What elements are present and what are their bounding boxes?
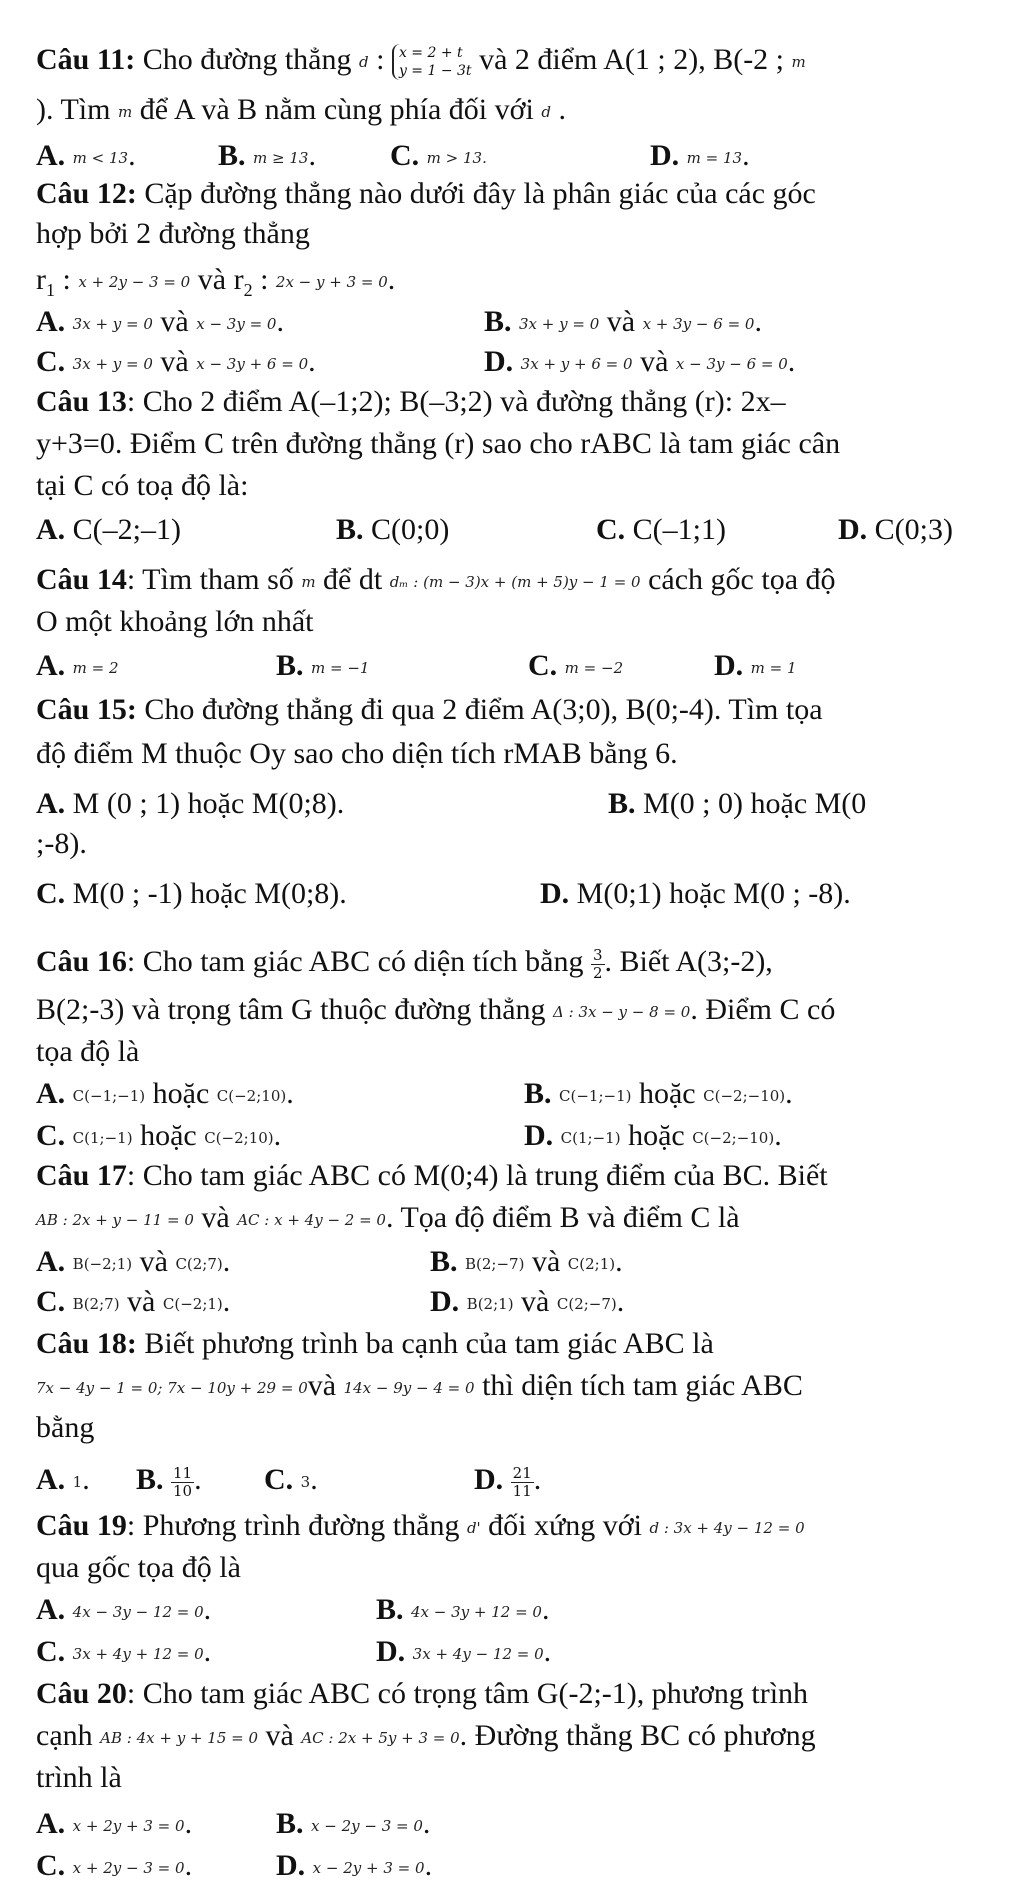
q19-option-a: A. 4x − 3y − 12 = 0. — [36, 1593, 212, 1626]
q12-line1: Câu 12: Cặp đường thẳng nào dưới đây là phân giác của các góc — [36, 177, 816, 210]
q15-option-b: B. M(0 ; 0) hoặc M(0 — [608, 787, 867, 820]
q13-line2: y+3=0. Điểm C trên đường thẳng (r) sao cho rABC là tam giác cân — [36, 427, 841, 460]
q17-option-a: A. B(−2;1) và C(2;7). — [36, 1245, 231, 1278]
q18-line2: 7x − 4y − 1 = 0; 7x − 10y + 29 = 0và 14x − 9y − 4 = 0 thì diện tích tam giác ABC — [36, 1369, 803, 1402]
q17-line2: AB : 2x + y − 11 = 0 và AC : x + 4y − 2 = 0. Tọa độ điểm B và điểm C là — [36, 1201, 740, 1234]
q16-option-b: B. C(−1;−1) hoặc C(−2;−10). — [524, 1077, 793, 1110]
q19-label: Câu 19 — [36, 1509, 127, 1542]
q12-option-a: A. 3x + y = 0 và x − 3y = 0. — [36, 305, 284, 338]
q11-line2: ). Tìm m để A và B nằm cùng phía đối với d . — [36, 93, 566, 126]
q14-option-b: B. m = −1 — [276, 649, 370, 682]
q19-option-c: C. 3x + 4y + 12 = 0. — [36, 1635, 212, 1668]
q17-option-d: D. B(2;1) và C(2;−7). — [430, 1285, 625, 1318]
q16-line1: Câu 16: Cho tam giác ABC có diện tích bằng $\frac{3}{2}$ . Biết A(3;-2), — [36, 945, 773, 982]
q18-line1: Câu 18: Biết phương trình ba cạnh của tam giác ABC là — [36, 1327, 714, 1360]
q18-label: Câu 18: — [36, 1327, 137, 1360]
q20-option-a: A. x + 2y + 3 = 0. — [36, 1807, 193, 1840]
q15-line1: Câu 15: Cho đường thẳng đi qua 2 điểm A(3;0), B(0;-4). Tìm tọa — [36, 693, 823, 726]
q18-line3: bằng — [36, 1411, 95, 1444]
q19-line2: qua gốc tọa độ là — [36, 1551, 241, 1584]
q13-label: Câu 13 — [36, 385, 127, 418]
q12-option-b: B. 3x + y = 0 và x + 3y − 6 = 0. — [484, 305, 762, 338]
q11-option-a: A. m < 13. — [36, 139, 136, 172]
q16-option-c: C. C(1;−1) hoặc C(−2;10). — [36, 1119, 282, 1152]
q17-option-b: B. B(2;−7) và C(2;1). — [430, 1245, 623, 1278]
q18-option-d: D. $\frac{21}{11}$ . — [474, 1463, 542, 1500]
q15-option-a: A. M (0 ; 1) hoặc M(0;8). — [36, 787, 345, 820]
q16-label: Câu 16 — [36, 945, 127, 978]
q17-label: Câu 17 — [36, 1159, 127, 1192]
q13-option-d: D. C(0;3) — [838, 513, 953, 546]
q14-line2: O một khoảng lớn nhất — [36, 605, 314, 638]
q14-line1: Câu 14: Tìm tham số m để dt dₘ : (m − 3)x + (m + 5)y − 1 = 0 cách gốc tọa độ — [36, 563, 836, 596]
q18-option-b: B. $\frac{11}{10}$ . — [136, 1463, 202, 1500]
q20-option-b: B. x − 2y − 3 = 0. — [276, 1807, 431, 1840]
q12-line3: $r_1$ : x + 2y − 3 = 0 và $r_2$ : 2x − y + 3 = 0. — [36, 263, 396, 300]
q14-option-c: C. m = −2 — [528, 649, 624, 682]
q12-line2: hợp bởi 2 đường thẳng — [36, 217, 310, 250]
q19-option-d: D. 3x + 4y − 12 = 0. — [376, 1635, 552, 1668]
q11-option-b: B. m ≥ 13. — [218, 139, 316, 172]
q16-line3: tọa độ là — [36, 1035, 140, 1068]
q16-option-d: D. C(1;−1) hoặc C(−2;−10). — [524, 1119, 782, 1152]
q17-line1: Câu 17: Cho tam giác ABC có M(0;4) là trung điểm của BC. Biết — [36, 1159, 828, 1192]
q18-option-a: A. 1. — [36, 1463, 90, 1496]
q15-line2: độ điểm M thuộc Oy sao cho diện tích rMAB bằng 6. — [36, 737, 678, 770]
q20-label: Câu 20 — [36, 1677, 127, 1710]
q15-option-b-cont: ;-8). — [36, 827, 87, 860]
q17-option-c: C. B(2;7) và C(−2;1). — [36, 1285, 231, 1318]
q13-line1: Câu 13: Cho 2 điểm A(–1;2); B(–3;2) và đường thẳng (r): 2x– — [36, 385, 786, 418]
q13-option-b: B. C(0;0) — [336, 513, 450, 546]
q20-option-c: C. x + 2y − 3 = 0. — [36, 1849, 193, 1882]
q15-label: Câu 15: — [36, 693, 137, 726]
q18-option-c: C. 3. — [264, 1463, 318, 1496]
q11-option-d: D. m = 13. — [650, 139, 750, 172]
q20-line3: trình là — [36, 1761, 122, 1794]
q19-option-b: B. 4x − 3y + 12 = 0. — [376, 1593, 550, 1626]
q15-option-c: C. M(0 ; -1) hoặc M(0;8). — [36, 877, 347, 910]
q20-line2: cạnh AB : 4x + y + 15 = 0 và AC : 2x + 5y + 3 = 0. Đường thẳng BC có phương — [36, 1719, 816, 1752]
q11-label: Câu 11: — [36, 43, 136, 76]
q20-line1: Câu 20: Cho tam giác ABC có trọng tâm G(-2;-1), phương trình — [36, 1677, 809, 1710]
q13-option-a: A. C(–2;–1) — [36, 513, 181, 546]
q14-option-d: D. m = 1 — [714, 649, 797, 682]
q11-system: x = 2 + t y = 1 − 3t — [392, 44, 472, 80]
q13-option-c: C. C(–1;1) — [596, 513, 726, 546]
q15-option-d: D. M(0;1) hoặc M(0 ; -8). — [540, 877, 851, 910]
q16-line2: B(2;-3) và trọng tâm G thuộc đường thẳng Δ : 3x − y − 8 = 0. Điểm C có — [36, 993, 836, 1026]
q12-option-d: D. 3x + y + 6 = 0 và x − 3y − 6 = 0. — [484, 345, 796, 378]
q14-option-a: A. m = 2 — [36, 649, 119, 682]
q12-option-c: C. 3x + y = 0 và x − 3y + 6 = 0. — [36, 345, 316, 378]
q19-line1: Câu 19: Phương trình đường thẳng d' đối xứng với d : 3x + 4y − 12 = 0 — [36, 1509, 805, 1542]
q16-option-a: A. C(−1;−1) hoặc C(−2;10). — [36, 1077, 294, 1110]
q11-option-c: C. m > 13. — [390, 139, 487, 172]
q16-area-fraction: $\frac{3}{2}$ — [592, 945, 603, 982]
q12-label: Câu 12: — [36, 177, 137, 210]
q13-line3: tại C có toạ độ là: — [36, 469, 249, 502]
q14-label: Câu 14 — [36, 563, 127, 596]
q20-option-d: D. x − 2y + 3 = 0. — [276, 1849, 433, 1882]
q11-line1: Câu 11: Cho đường thẳng d : x = 2 + t y = 1 − 3t và 2 điểm A(1 ; 2), B(-2 ; m — [36, 43, 806, 80]
